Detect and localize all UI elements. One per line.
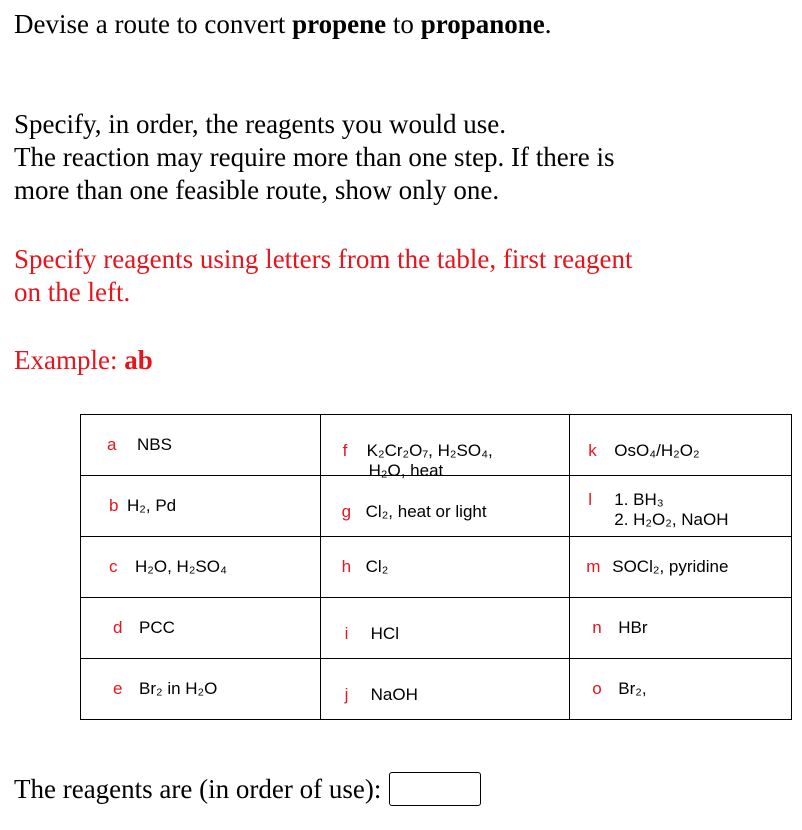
reagent-cell-m — [570, 537, 792, 598]
example-value: ab — [124, 345, 153, 375]
red-instruction-line-1: Specify reagents using letters from the table, first reagent — [14, 244, 633, 274]
reagent-text: H₂, Pd — [127, 496, 177, 515]
example-text: Example: ab — [14, 345, 153, 375]
red-instruction-line-2: on the left. — [14, 277, 131, 307]
answer-label: The reagents are (in order of use): — [14, 773, 382, 804]
reagent-text: Cl₂, heat or light — [365, 502, 487, 521]
answer-row — [14, 772, 481, 806]
reagent-cell-h — [320, 537, 570, 598]
reagent-letter: o — [592, 679, 602, 698]
target-compound: propanone — [420, 9, 545, 39]
reagent-cell-d — [81, 598, 321, 659]
reagent-text: NaOH — [370, 685, 418, 704]
reagent-letter: k — [588, 441, 597, 460]
reagent-table — [80, 414, 792, 720]
question-text: Devise a route to convert propene to propanone. — [14, 9, 552, 39]
reagent-letter: i — [344, 624, 349, 643]
reagent-text: HBr — [618, 618, 648, 637]
reagent-text: Br₂, — [618, 679, 647, 698]
reagent-letter: d — [113, 618, 123, 637]
reagent-letter: g — [341, 502, 352, 521]
reagent-letter: l — [588, 490, 593, 509]
reagent-text: Br₂ in H₂O — [139, 679, 218, 698]
reagent-letter: c — [109, 557, 118, 576]
reagent-cell-g — [320, 476, 570, 537]
reagent-text: HCl — [370, 624, 399, 643]
reagent-text: OsO₄/H₂O₂ — [614, 441, 700, 460]
reagent-letter: j — [344, 685, 349, 704]
answer-input[interactable] — [389, 772, 481, 806]
reagent-cell-a — [81, 415, 321, 476]
reagent-cell-l — [570, 476, 792, 537]
start-compound: propene — [292, 9, 387, 39]
reagent-cell-k — [570, 415, 792, 476]
reagent-cell-b — [81, 476, 321, 537]
reagent-text: Cl₂ — [365, 557, 389, 576]
reagent-cell-i — [320, 598, 570, 659]
reagent-letter: n — [592, 618, 602, 637]
reagent-text-line-1: K₂Cr₂O₇, H₂SO₄, — [366, 441, 493, 460]
reagent-cell-n — [570, 598, 792, 659]
reagent-letter: m — [586, 557, 601, 576]
reagent-text-line-2: 2. H₂O₂, NaOH — [614, 510, 729, 529]
reagent-text: NBS — [137, 435, 172, 454]
instruction-line-2: The reaction may require more than one step. If there is — [14, 142, 615, 172]
reagent-letter: e — [113, 679, 123, 698]
reagent-cell-c — [81, 537, 321, 598]
reagent-letter: h — [341, 557, 352, 576]
reagent-text: H₂O, H₂SO₄ — [135, 557, 227, 576]
reagent-cell-o — [570, 659, 792, 720]
reagent-cell-f — [320, 415, 570, 480]
reagent-letter: a — [107, 435, 117, 454]
instruction-line-1: Specify, in order, the reagents you would use. — [14, 109, 507, 139]
reagent-text-line-1: 1. BH₃ — [614, 490, 664, 509]
reagent-letter: b — [109, 496, 119, 515]
instruction-line-3: more than one feasible route, show only one. — [14, 175, 500, 205]
reagent-cell-j — [320, 659, 570, 720]
reagent-letter: f — [342, 441, 348, 460]
reagent-text: PCC — [139, 618, 175, 637]
reagent-cell-e — [81, 659, 321, 720]
reagent-text-line-2: H₂O, heat — [368, 461, 444, 480]
reagent-text: SOCl₂, pyridine — [612, 557, 729, 576]
